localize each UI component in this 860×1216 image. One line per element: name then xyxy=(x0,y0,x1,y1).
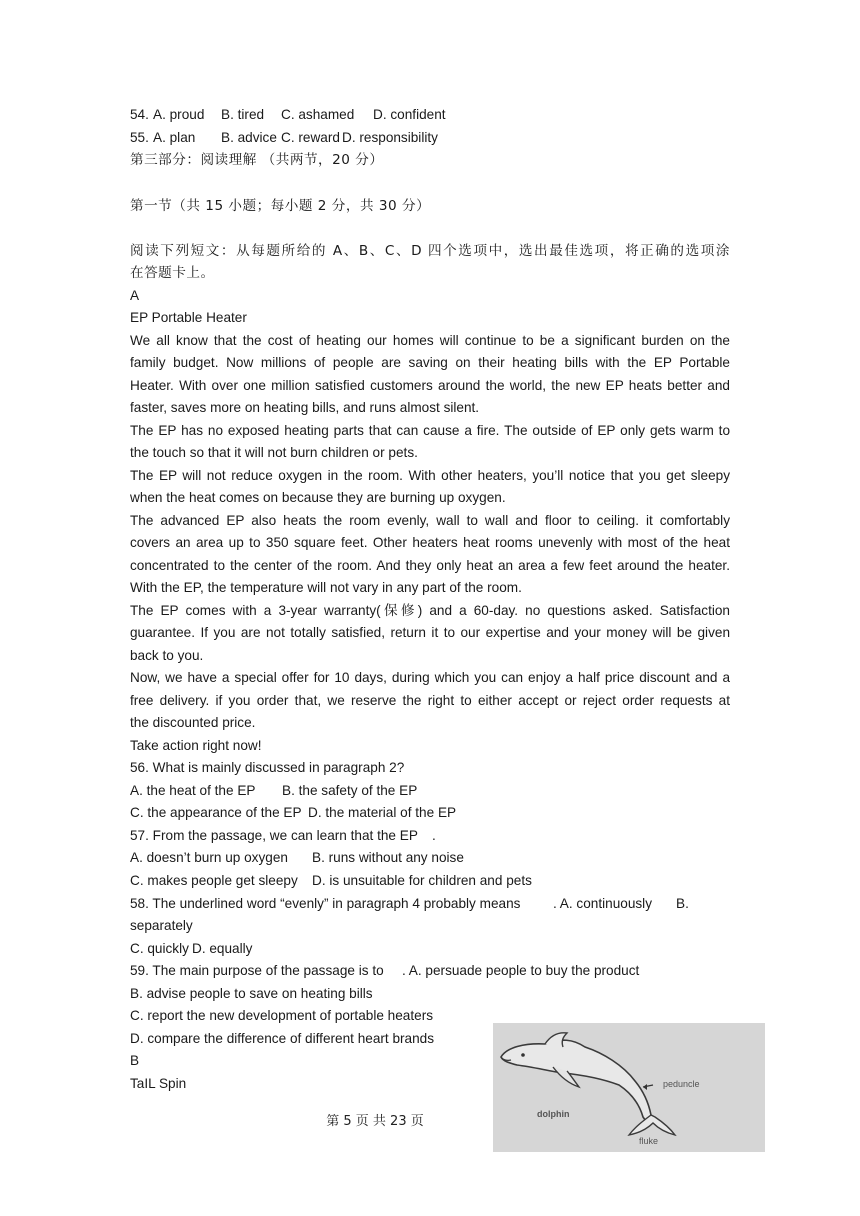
fluke-label: fluke xyxy=(639,1136,659,1146)
option-d: D. is unsuitable for children and pets xyxy=(312,873,532,888)
option-a: . A. continuously xyxy=(553,896,652,911)
question-59-stem xyxy=(130,960,640,982)
option-d: D. responsibility xyxy=(342,130,438,145)
dolphin-label: dolphin xyxy=(537,1109,570,1119)
option-a: A. the heat of the EP xyxy=(130,783,256,798)
passage-b-label: B xyxy=(130,1053,140,1068)
instruction-line: 阅读下列短文：从每题所给的 A、B、C、D 四个选项中，选出最佳选项，将正确的选项涂 xyxy=(130,243,730,259)
option-c: C. makes people get sleepy xyxy=(130,873,298,888)
passage-line: when the heat comes on because they are burning up oxygen. xyxy=(130,490,506,505)
option-a: A. plan xyxy=(153,130,196,145)
question-57-options-1 xyxy=(130,847,464,869)
passage-line: Take action right now! xyxy=(130,738,262,753)
question-56-options-2 xyxy=(130,802,457,824)
option-a: A. proud xyxy=(153,107,205,122)
question-57-options-2 xyxy=(130,870,532,892)
passage-line: The EP comes with a 3-year warranty(保修) and a 60-day. no questions asked. Satisfaction xyxy=(130,603,730,618)
option-c: C. reward xyxy=(281,130,340,145)
passage-line: concentrated to the center of the room. And they only heat an area a few feet around the heater. xyxy=(130,558,730,573)
part3-heading: 第三部分：阅读理解 （共两节，20 分） xyxy=(130,152,384,168)
option-b: B. the safety of the EP xyxy=(282,783,418,798)
passage-line: free delivery. if you order that, we reserve the right to either accept or reject order requests at xyxy=(130,693,730,708)
option-d: D. confident xyxy=(373,107,446,122)
option-a: A. doesn’t burn up oxygen xyxy=(130,850,288,865)
question-stem: 59. The main purpose of the passage is to xyxy=(130,963,384,978)
question-54 xyxy=(130,104,446,126)
instruction-line: 在答题卡上。 xyxy=(130,265,215,281)
passage-line: The advanced EP also heats the room evenly, wall to wall and floor to ceiling. it comfortably xyxy=(130,513,730,528)
question-58-stem xyxy=(130,893,689,915)
passage-line: The EP has no exposed heating parts that can cause a fire. The outside of EP only gets warm to xyxy=(130,423,730,438)
blank-period: . xyxy=(432,828,436,843)
passage-line: family budget. Now millions of people are saving on their heating bills with the EP Portable xyxy=(130,355,730,370)
section1-heading: 第一节（共 15 小题；每小题 2 分，共 30 分） xyxy=(130,198,431,214)
passage-line: The EP will not reduce oxygen in the room. With other heaters, you’ll notice that you get sleepy xyxy=(130,468,730,483)
option-b: B. xyxy=(676,896,689,911)
option-c: C. ashamed xyxy=(281,107,355,122)
dolphin-figure xyxy=(493,1023,765,1152)
question-58-option-b-cont: separately xyxy=(130,918,193,933)
option-d: D. compare the difference of different heart brands xyxy=(130,1031,435,1046)
passage-line: faster, saves more on heating bills, and runs almost silent. xyxy=(130,400,480,415)
passage-line: guarantee. If you are not totally satisfied, return it to our expertise and your money will be given xyxy=(130,625,730,640)
option-b: B. tired xyxy=(221,107,265,122)
passage-line: the touch so that it will not burn children or pets. xyxy=(130,445,418,460)
question-56-options-1 xyxy=(130,780,418,802)
passage-line: covers an area up to 350 square feet. Other heaters heat rooms unevenly with most of the heat xyxy=(130,535,730,550)
question-number: 54. xyxy=(130,107,149,122)
dolphin-illustration xyxy=(493,1023,765,1152)
passage-a-label: A xyxy=(130,288,140,303)
option-d: D. the material of the EP xyxy=(308,805,457,820)
question-58-options-2 xyxy=(130,938,253,960)
passage-line: With the EP, the temperature will not vary in any part of the room. xyxy=(130,580,522,595)
passage-line: back to you. xyxy=(130,648,204,663)
question-56-stem: 56. What is mainly discussed in paragraph 2? xyxy=(130,760,405,775)
question-stem: 58. The underlined word “evenly” in paragraph 4 probably means xyxy=(130,896,521,911)
question-57-stem xyxy=(130,825,436,847)
passage-b-title: TaIL Spin xyxy=(130,1076,187,1091)
page-number: 第 5 页 共 23 页 xyxy=(326,1114,424,1129)
question-stem: 57. From the passage, we can learn that the EP xyxy=(130,828,418,843)
option-c: C. the appearance of the EP xyxy=(130,805,302,820)
option-c: C. quickly xyxy=(130,941,189,956)
passage-line: the discounted price. xyxy=(130,715,256,730)
option-a: . A. persuade people to buy the product xyxy=(402,963,640,978)
option-b: B. advice xyxy=(221,130,277,145)
option-d: D. equally xyxy=(192,941,253,956)
option-b: B. advise people to save on heating bills xyxy=(130,986,373,1001)
passage-line: Now, we have a special offer for 10 days, during which you can enjoy a half price discount and a xyxy=(130,670,730,685)
passage-line: We all know that the cost of heating our homes will continue to be a significant burden on the xyxy=(130,333,730,348)
peduncle-label: peduncle xyxy=(663,1079,700,1089)
option-b: B. runs without any noise xyxy=(312,850,464,865)
question-number: 55. xyxy=(130,130,149,145)
passage-a-title: EP Portable Heater xyxy=(130,310,247,325)
question-55 xyxy=(130,127,438,149)
option-c: C. report the new development of portable heaters xyxy=(130,1008,434,1023)
passage-line: Heater. With over one million satisfied customers around the world, the new EP heats better and xyxy=(130,378,730,393)
